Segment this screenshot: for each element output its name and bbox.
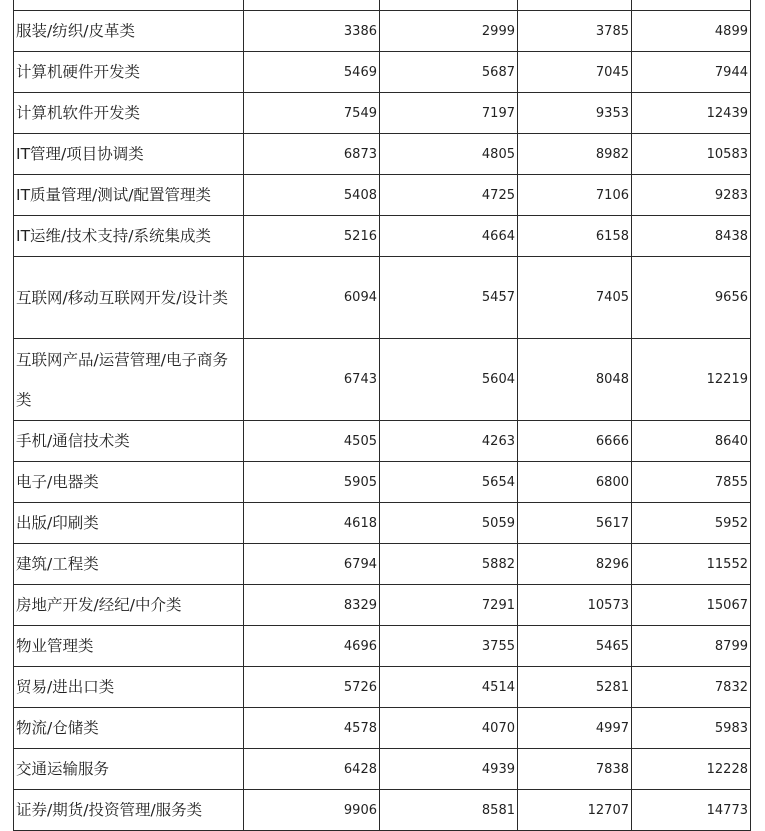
value-cell-1: 8329 [244, 585, 380, 626]
value-cell-2: 5687 [380, 52, 518, 93]
value-cell-1: 6743 [244, 339, 380, 421]
value-cell-2: 5604 [380, 339, 518, 421]
category-cell: 计算机硬件开发类 [14, 52, 244, 93]
category-cell: 互联网产品/运营管理/电子商务类 [14, 339, 244, 421]
value-cell-3: 7405 [518, 257, 632, 339]
value-cell-1: 4505 [244, 421, 380, 462]
value-cell-4: 9283 [632, 175, 751, 216]
value-cell-1: 4618 [244, 503, 380, 544]
value-cell-3: 7045 [518, 52, 632, 93]
table-row [14, 749, 751, 790]
value-cell-1: 3386 [244, 11, 380, 52]
category-cell: 计算机软件开发类 [14, 93, 244, 134]
table-row [14, 544, 751, 585]
category-cell: 电子/电器类 [14, 462, 244, 503]
value-cell-3: 6800 [518, 462, 632, 503]
value-cell-1: 9906 [244, 790, 380, 831]
table-row [14, 503, 751, 544]
value-cell-4: 10583 [632, 134, 751, 175]
value-cell-2: 4664 [380, 216, 518, 257]
category-cell: 出版/印刷类 [14, 503, 244, 544]
category-cell: 物流/仓储类 [14, 708, 244, 749]
value-cell-4: 12219 [632, 339, 751, 421]
value-cell-3: 7106 [518, 175, 632, 216]
value-cell-2: 2999 [380, 11, 518, 52]
table-row-partial-top [14, 0, 751, 11]
table-row [14, 339, 751, 421]
table-row [14, 421, 751, 462]
value-cell-3: 8296 [518, 544, 632, 585]
category-cell: 服装/纺织/皮革类 [14, 11, 244, 52]
value-cell-4: 8799 [632, 626, 751, 667]
value-cell-1: 6794 [244, 544, 380, 585]
value-cell-4: 5952 [632, 503, 751, 544]
value-cell-2: 4070 [380, 708, 518, 749]
value-cell-4: 4899 [632, 11, 751, 52]
value-cell-2: 4514 [380, 667, 518, 708]
table-row [14, 667, 751, 708]
value-cell-1: 5469 [244, 52, 380, 93]
value-cell-2: 5654 [380, 462, 518, 503]
category-cell: 手机/通信技术类 [14, 421, 244, 462]
value-cell-4: 8640 [632, 421, 751, 462]
category-cell: 交通运输服务 [14, 749, 244, 790]
category-cell: IT管理/项目协调类 [14, 134, 244, 175]
value-cell-3: 12707 [518, 790, 632, 831]
value-cell-4: 12228 [632, 749, 751, 790]
table-row [14, 790, 751, 831]
table-row [14, 175, 751, 216]
value-cell-1: 5905 [244, 462, 380, 503]
table-row [14, 93, 751, 134]
value-cell-3: 8982 [518, 134, 632, 175]
table-row [14, 708, 751, 749]
value-cell-2: 7291 [380, 585, 518, 626]
value-cell-4: 7832 [632, 667, 751, 708]
value-cell-3: 6158 [518, 216, 632, 257]
value-cell-2: 5059 [380, 503, 518, 544]
category-cell: 贸易/进出口类 [14, 667, 244, 708]
value-cell-4: 11552 [632, 544, 751, 585]
category-cell: 房地产开发/经纪/中介类 [14, 585, 244, 626]
value-cell-3: 10573 [518, 585, 632, 626]
table-row [14, 462, 751, 503]
value-cell-1: 4696 [244, 626, 380, 667]
value-cell-4: 7944 [632, 52, 751, 93]
value-cell-1: 4578 [244, 708, 380, 749]
value-cell-4: 12439 [632, 93, 751, 134]
value-cell-1: 6094 [244, 257, 380, 339]
table-row [14, 626, 751, 667]
category-cell: 证券/期货/投资管理/服务类 [14, 790, 244, 831]
value-cell-1: 5726 [244, 667, 380, 708]
value-cell-2: 4805 [380, 134, 518, 175]
category-cell: IT质量管理/测试/配置管理类 [14, 175, 244, 216]
value-cell-3: 5281 [518, 667, 632, 708]
category-cell: IT运维/技术支持/系统集成类 [14, 216, 244, 257]
value-cell-2: 7197 [380, 93, 518, 134]
value-cell-3: 6666 [518, 421, 632, 462]
value-cell-4: 5983 [632, 708, 751, 749]
value-cell-1: 7549 [244, 93, 380, 134]
value-cell-4: 9656 [632, 257, 751, 339]
salary-table-body [14, 0, 751, 831]
table-row [14, 216, 751, 257]
value-cell-3: 3785 [518, 11, 632, 52]
value-cell-3: 9353 [518, 93, 632, 134]
value-cell-2: 5882 [380, 544, 518, 585]
value-cell-2: 4939 [380, 749, 518, 790]
table-row [14, 52, 751, 93]
value-cell-2: 3755 [380, 626, 518, 667]
value-cell-4: 14773 [632, 790, 751, 831]
value-cell-2: 8581 [380, 790, 518, 831]
value-cell-2: 4263 [380, 421, 518, 462]
category-cell: 建筑/工程类 [14, 544, 244, 585]
salary-table [13, 0, 751, 831]
value-cell-3: 5465 [518, 626, 632, 667]
value-cell-3: 5617 [518, 503, 632, 544]
table-row [14, 257, 751, 339]
salary-table-wrapper [13, 0, 751, 831]
value-cell-3: 8048 [518, 339, 632, 421]
category-cell: 互联网/移动互联网开发/设计类 [14, 257, 244, 339]
table-row [14, 585, 751, 626]
value-cell-3: 7838 [518, 749, 632, 790]
value-cell-1: 5408 [244, 175, 380, 216]
value-cell-1: 5216 [244, 216, 380, 257]
table-row [14, 134, 751, 175]
value-cell-2: 4725 [380, 175, 518, 216]
value-cell-1: 6873 [244, 134, 380, 175]
value-cell-3: 4997 [518, 708, 632, 749]
category-cell: 物业管理类 [14, 626, 244, 667]
value-cell-2: 5457 [380, 257, 518, 339]
value-cell-4: 8438 [632, 216, 751, 257]
value-cell-4: 15067 [632, 585, 751, 626]
table-row [14, 11, 751, 52]
value-cell-4: 7855 [632, 462, 751, 503]
value-cell-1: 6428 [244, 749, 380, 790]
